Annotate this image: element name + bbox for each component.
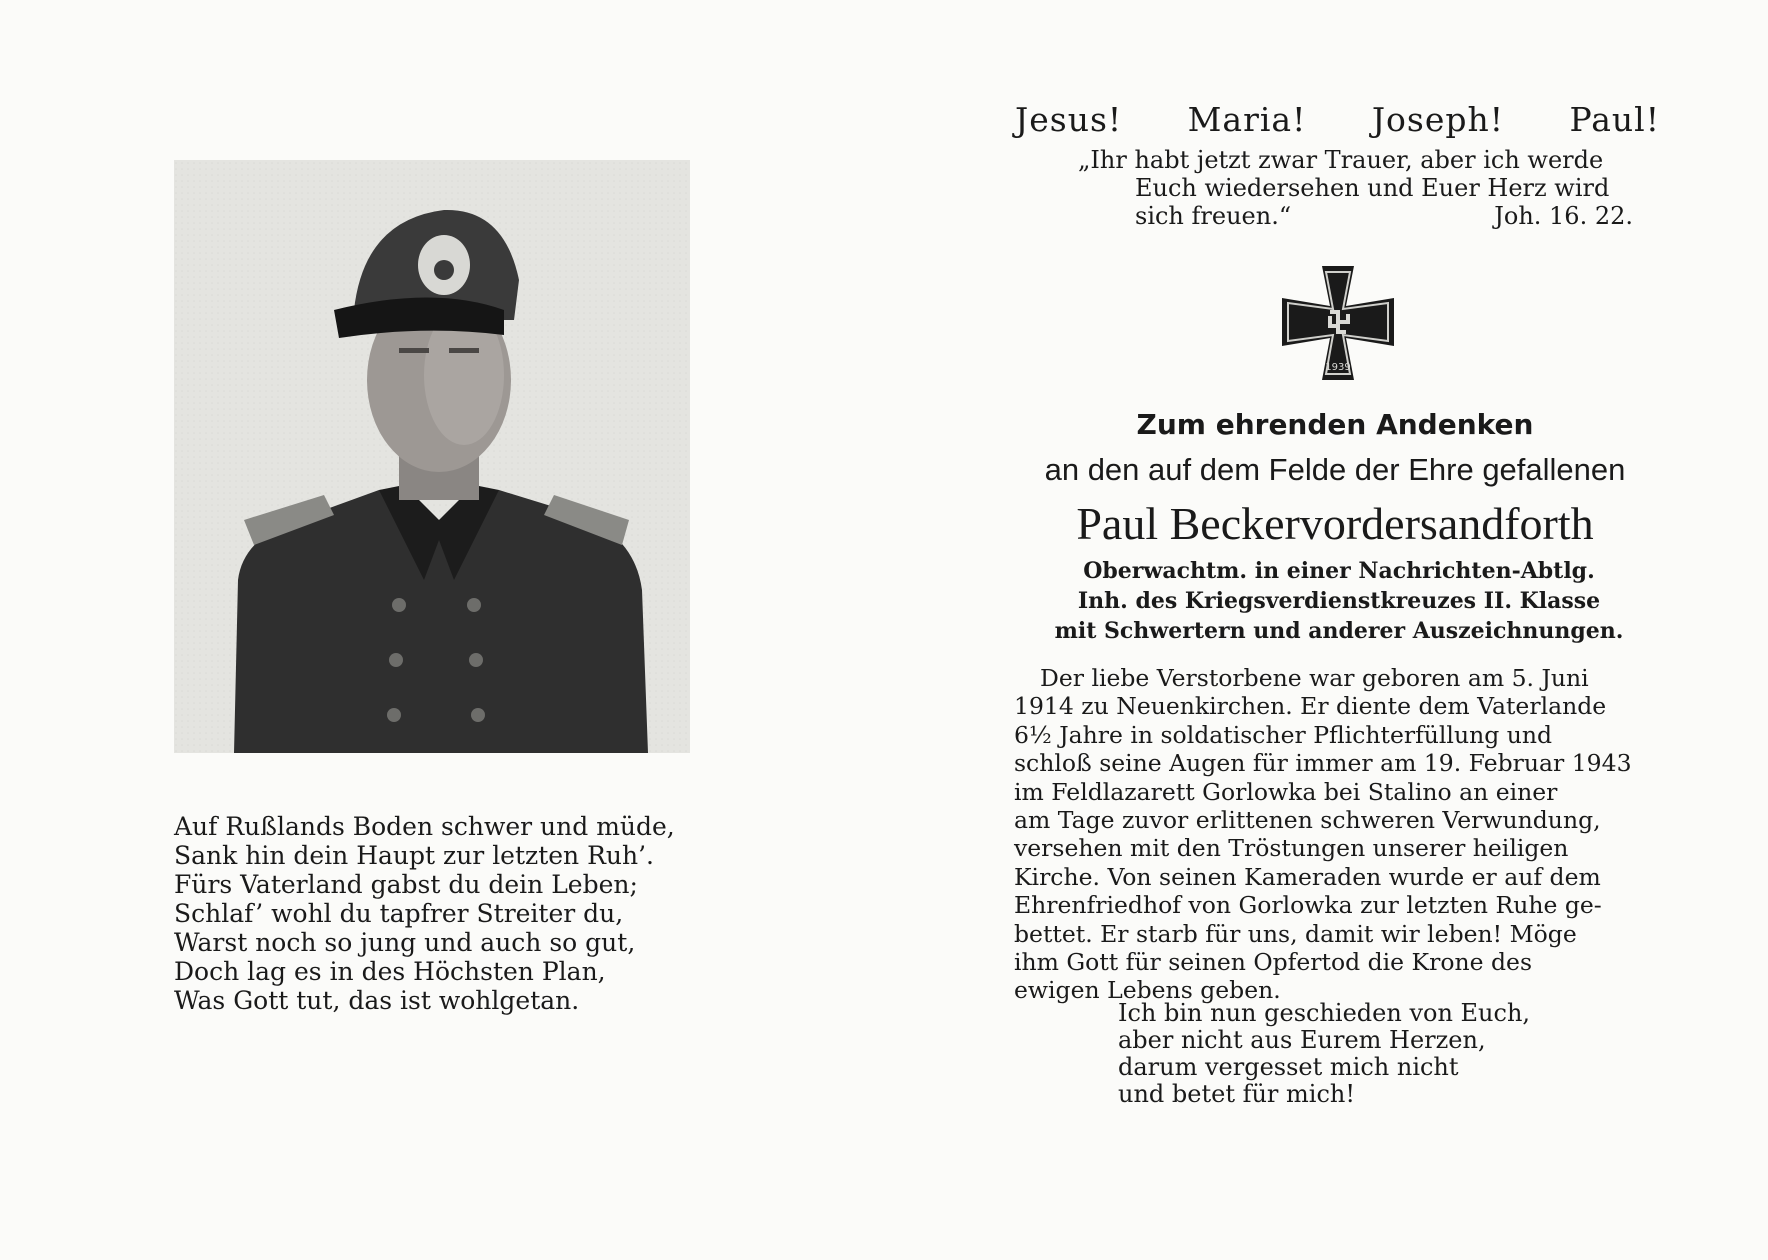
- bio-line: 6½ Jahre in soldatischer Pflichterfüllung und: [1014, 720, 1553, 749]
- poem-line: Sank hin dein Haupt zur letzten Ruh’.: [174, 841, 655, 870]
- poem-line: Schlaf’ wohl du tapfrer Streiter du,: [174, 899, 624, 928]
- rank-block: [1014, 556, 1664, 646]
- bio-line: bettet. Er starb für uns, damit wir leben! Möge: [1014, 919, 1577, 948]
- closing-verse: [1118, 1000, 1618, 1108]
- bio-line: 1914 zu Neuenkirchen. Er diente dem Vaterlande: [1014, 692, 1607, 721]
- closing-line: und betet für mich!: [1118, 1080, 1356, 1108]
- bio-line: Ehrenfriedhof von Gorlowka zur letzten Ruhe ge-: [1014, 891, 1602, 920]
- closing-line: Ich bin nun geschieden von Euch,: [1118, 999, 1531, 1027]
- invocation-word: Paul!: [1569, 100, 1660, 139]
- poem-line: Auf Rußlands Boden schwer und müde,: [174, 812, 675, 841]
- bible-quote: [1078, 146, 1660, 230]
- invocation-word: Joseph!: [1371, 100, 1505, 139]
- bio-line: am Tage zuvor erlittenen schweren Verwundung,: [1014, 806, 1601, 835]
- poem-line: Doch lag es in des Höchsten Plan,: [174, 957, 606, 986]
- portrait-photo: [174, 160, 690, 753]
- bio-line: ewigen Lebens geben.: [1014, 976, 1281, 1005]
- iron-cross-icon: [1282, 266, 1394, 380]
- poem-line: Fürs Vaterland gabst du dein Leben;: [174, 870, 638, 899]
- rank-line: Inh. des Kriegsverdienstkreuzes II. Klasse: [1077, 588, 1601, 614]
- invocation-word: Jesus!: [1015, 100, 1123, 139]
- memorial-poem: [174, 812, 694, 1015]
- memorial-subheading: an den auf dem Felde der Ehre gefallenen: [1044, 452, 1626, 487]
- memorial-heading: Zum ehrenden Andenken: [1136, 408, 1534, 441]
- poem-line: Was Gott tut, das ist wohlgetan.: [174, 986, 580, 1015]
- bio-line: ihm Gott für seinen Opfertod die Krone des: [1014, 948, 1532, 977]
- bio-line: Der liebe Verstorbene war geboren am 5. Juni: [1040, 664, 1589, 692]
- closing-line: darum vergesset mich nicht: [1118, 1053, 1459, 1081]
- quote-line: sich freuen.“: [1135, 202, 1292, 230]
- quote-last-row: [1078, 202, 1633, 230]
- soldier-portrait-image: [174, 160, 690, 753]
- quote-reference: Joh. 16. 22.: [1494, 202, 1633, 230]
- bio-line: versehen mit den Tröstungen unserer heiligen: [1014, 834, 1569, 863]
- invocation: [1015, 100, 1660, 139]
- closing-line: aber nicht aus Eurem Herzen,: [1118, 1026, 1486, 1054]
- bio-line: im Feldlazarett Gorlowka bei Stalino an einer: [1014, 777, 1558, 806]
- quote-line: Euch wiedersehen und Euer Herz wird: [1135, 174, 1610, 202]
- bio-line: Kirche. Von seinen Kameraden wurde er auf dem: [1014, 862, 1601, 891]
- rank-line: mit Schwertern und anderer Auszeichnungen.: [1054, 618, 1624, 644]
- cross-year: 1939: [1325, 362, 1351, 373]
- bio-line: schloß seine Augen für immer am 19. Februar 1943: [1014, 749, 1632, 778]
- deceased-name: Paul Beckervordersandforth: [1076, 498, 1594, 549]
- invocation-word: Maria!: [1187, 100, 1307, 139]
- poem-line: Warst noch so jung und auch so gut,: [174, 928, 636, 957]
- biography: [1014, 664, 1662, 1005]
- quote-line: „Ihr habt jetzt zwar Trauer, aber ich werde: [1078, 146, 1604, 174]
- rank-line: Oberwachtm. in einer Nachrichten-Abtlg.: [1083, 558, 1595, 584]
